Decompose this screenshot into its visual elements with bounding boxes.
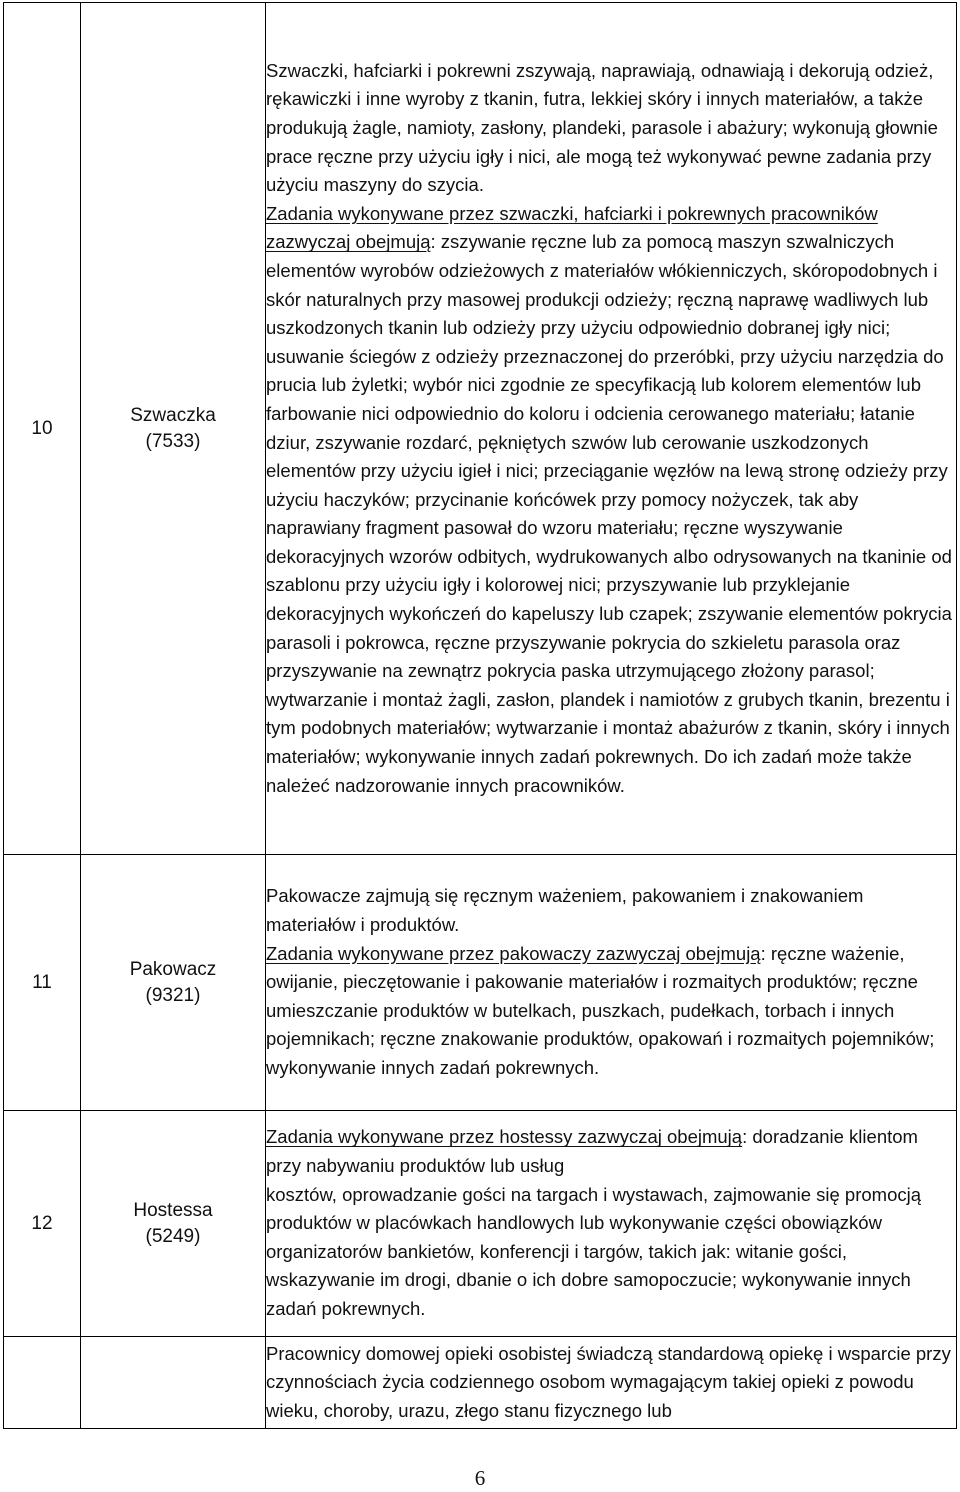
tasks-paragraph	[266, 940, 956, 1083]
tasks-body: : zszywanie ręczne lub za pomocą maszyn szwalniczych elementów wyrobów odzieżowych z materiałów włókienniczych, skóropodobnych i skór naturalnych przy masowej produkcji odzieży; ręczną naprawę wadliwych lub uszkodzonych tkanin lub odzieży przy użyciu odpowiednio dobranej igły nici; usuwanie ściegów z odzieży przeznaczonej do przeróbki, przy użyciu narzędzia do prucia lub żyletki; wybór nici zgodnie ze specyfikacją lub kolorem elementów lub farbowanie nici odpowiednio do koloru i odcienia cerowanego materiału; łatanie dziur, zszywanie rozdarć, pękniętych szwów lub cerowanie uszkodzonych elementów przy użyciu igieł i nici; przeciąganie węzłów na lewą stronę odzieży przy użyciu haczyków; przycinanie końcówek przy pomocy nożyczek, tak aby naprawiany fragment pasował do wzoru materiału; ręczne wyszywanie dekoracyjnych wzorów odbitych, wydrukowanych albo odrysowanych na tkaninie od szablonu przy użyciu igły i kolorowej nici; przyszywanie lub przyklejanie dekoracyjnych wykończeń do kapeluszy lub czapek; zszywanie elementów pokrycia parasoli i pokrowca, ręczne przyszywanie pokrycia do szkieletu parasola oraz przyszywanie na zewnątrz pokrycia paska utrzymującego złożony parasol; wytwarzanie i montaż żagli, zasłon, plandek i namiotów z grubych tkanin, brezentu i tym podobnych materiałów; wytwarzanie i montaż abażurów z tkanin, skóry i innych materiałów; wykonywanie innych zadań pokrewnych. Do ich zadań może także należeć nadzorowanie innych pracowników.	[266, 231, 952, 796]
page-number: 6	[474, 1466, 486, 1490]
table-row	[4, 855, 957, 1111]
tasks-continuation: kosztów, oprowadzanie gości na targach i wystawach, zajmowanie się promocją produktów w placówkach handlowych lub wykonywanie części obowiązków organizatorów bankietów, konferencji i targów, takich jak: witanie gości, wskazywanie im drogi, dbanie o ich dobre samopoczucie; wykonywanie innych zadań pokrewnych.	[266, 1183, 922, 1319]
occupation-description	[266, 1111, 957, 1337]
occupation-description	[266, 3, 957, 855]
tasks-body: : doradzanie klientom przy nabywaniu produktów lub usług	[266, 1126, 918, 1177]
table-row	[4, 3, 957, 855]
occupation-name-cell	[81, 855, 266, 1111]
tasks-heading: Zadania wykonywane przez hostessy zazwyczaj obejmują	[266, 1126, 743, 1148]
occupation-name: Szwaczka	[130, 404, 216, 426]
row-number	[4, 1337, 81, 1429]
occupation-code: (5249)	[145, 1225, 201, 1247]
tasks-paragraph	[266, 200, 956, 800]
description-intro: Pracownicy domowej opieki osobistej świadczą standardową opiekę i wsparcie przy czynnościach życia codziennego osobom wymagającym takiej opieki z powodu wieku, choroby, urazu, złego stanu fizycznego lub	[266, 1342, 951, 1421]
tasks-paragraph	[266, 1123, 956, 1180]
occupation-description	[266, 855, 957, 1111]
occupation-code: (9321)	[145, 984, 201, 1006]
table-row	[4, 1111, 957, 1337]
occupations-table	[3, 2, 957, 1429]
occupation-code: (7533)	[145, 430, 201, 452]
occupation-name-cell	[81, 3, 266, 855]
tasks-heading: Zadania wykonywane przez szwaczki, hafciarki i pokrewnych pracowników zazwyczaj obejmują	[266, 202, 878, 253]
row-number: 11	[4, 855, 81, 1111]
row-number: 10	[4, 3, 81, 855]
occupation-name: Pakowacz	[129, 958, 217, 980]
description-intro: Pakowacze zajmują się ręcznym ważeniem, pakowaniem i znakowaniem materiałów i produktów.	[266, 885, 864, 936]
description-intro: Szwaczki, hafciarki i pokrewni zszywają, naprawiają, odnawiają i dekorują odzież, rękawiczki i inne wyroby z tkanin, futra, lekkiej skóry i innych materiałów, a także produkują żagle, namioty, zasłony, plandeki, parasole i abażury; wykonują głownie prace ręczne przy użyciu igły i nici, ale mogą też wykonywać pewne zadania przy użyciu maszyny do szycia.	[266, 59, 938, 196]
occupation-name-cell	[81, 1337, 266, 1429]
table-row	[4, 1337, 957, 1429]
occupation-description	[266, 1337, 957, 1429]
occupation-name: Hostessa	[133, 1199, 213, 1221]
occupation-name-cell	[81, 1111, 266, 1337]
tasks-heading: Zadania wykonywane przez pakowaczy zazwyczaj obejmują	[266, 942, 761, 964]
tasks-body: : ręczne ważenie, owijanie, pieczętowanie i pakowanie materiałów i rozmaitych produktów; ręczne umieszczanie produktów w butelkach, puszkach, pudełkach, torbach i innych pojemnikach; ręczne znakowanie produktów, opakowań i rozmaitych pojemników; wykonywanie innych zadań pokrewnych.	[266, 942, 935, 1078]
row-number: 12	[4, 1111, 81, 1337]
